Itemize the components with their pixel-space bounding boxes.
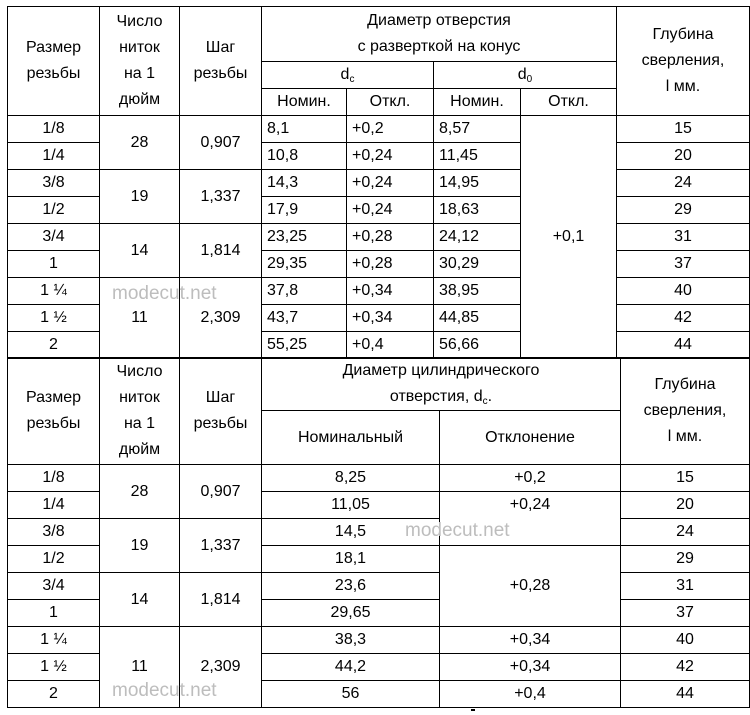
cell-nominal: 38,3 [262, 627, 440, 654]
table-row [8, 224, 750, 251]
cell-depth: 24 [617, 170, 750, 197]
cell-size: 1 ½ [8, 654, 100, 681]
header-drilling-depth: Глубина сверления, l мм. [617, 7, 750, 116]
cell-nominal: 8,25 [262, 465, 440, 492]
cell-d0-nominal: 38,95 [434, 278, 521, 305]
cell-dc-nominal: 8,1 [262, 116, 347, 143]
cylindrical-hole-table [7, 357, 750, 708]
cell-threads: 14 [100, 573, 180, 627]
header-dc: $d_c$ [262, 62, 434, 89]
cell-size: 1 [8, 600, 100, 627]
cell-depth: 24 [621, 519, 750, 546]
cell-depth: 40 [617, 278, 750, 305]
header-thread-size: Размер резьбы [8, 7, 100, 116]
cell-threads: 14 [100, 224, 180, 278]
header-nominal: Номинальный [262, 411, 440, 465]
cell-dc-deviation: +0,4 [347, 332, 434, 359]
cell-dc-deviation: +0,34 [347, 278, 434, 305]
cell-size: 1/2 [8, 546, 100, 573]
cell-dc-nominal: 43,7 [262, 305, 347, 332]
cell-depth: 29 [617, 197, 750, 224]
cell-pitch: 1,337 [180, 519, 262, 573]
cell-depth: 44 [617, 332, 750, 359]
cell-d0-nominal: 30,29 [434, 251, 521, 278]
cell-deviation: +0,2 [440, 465, 621, 492]
cell-depth: 15 [621, 465, 750, 492]
cell-depth: 40 [621, 627, 750, 654]
cell-depth: 42 [621, 654, 750, 681]
cell-size: 1/8 [8, 465, 100, 492]
cell-threads: 11 [100, 278, 180, 359]
table-row [8, 465, 750, 492]
cell-pitch: 0,907 [180, 116, 262, 170]
table-row [8, 278, 750, 305]
table-row [8, 627, 750, 654]
cell-nominal: 29,65 [262, 600, 440, 627]
cell-pitch: 1,337 [180, 170, 262, 224]
header-d0: $d_0$ [434, 62, 617, 89]
cell-d0-nominal: 18,63 [434, 197, 521, 224]
cell-size: 1 ¼ [8, 627, 100, 654]
cell-dc-deviation: +0,28 [347, 224, 434, 251]
cell-d0-nominal: 8,57 [434, 116, 521, 143]
table-row [8, 116, 750, 143]
cell-dc-deviation: +0,24 [347, 170, 434, 197]
cell-threads: 28 [100, 116, 180, 170]
cell-dc-deviation: +0,24 [347, 197, 434, 224]
watermark: modecut.net [405, 520, 510, 541]
cell-dc-nominal: 10,8 [262, 143, 347, 170]
cell-threads: 19 [100, 519, 180, 573]
tapered-hole-table [7, 6, 750, 359]
header-d0-deviation: Откл. [521, 89, 617, 116]
header-deviation: Отклонение [440, 411, 621, 465]
cell-depth: 31 [621, 573, 750, 600]
cell-depth: 31 [617, 224, 750, 251]
cell-size: 1/8 [8, 116, 100, 143]
table-row [8, 170, 750, 197]
cell-size: 3/8 [8, 519, 100, 546]
cell-size: 3/8 [8, 170, 100, 197]
cell-pitch: 1,814 [180, 573, 262, 627]
cell-threads: 11 [100, 627, 180, 708]
cell-depth: 20 [621, 492, 750, 519]
cell-deviation: +0,4 [440, 681, 621, 708]
cell-size: 1/2 [8, 197, 100, 224]
cell-depth: 44 [621, 681, 750, 708]
cell-depth: 20 [617, 143, 750, 170]
watermark: modecut.net [112, 680, 217, 701]
cell-dc-nominal: 14,3 [262, 170, 347, 197]
cell-nominal: 23,6 [262, 573, 440, 600]
cell-deviation: +0,24 [440, 492, 621, 546]
cell-dc-nominal: 23,25 [262, 224, 347, 251]
header-dc-deviation: Откл. [347, 89, 434, 116]
cell-nominal: 14,5 [262, 519, 440, 546]
cell-size: 2 [8, 332, 100, 359]
cell-size: 1/4 [8, 143, 100, 170]
cell-nominal: 56 [262, 681, 440, 708]
cell-deviation: +0,34 [440, 627, 621, 654]
cell-dc-deviation: +0,34 [347, 305, 434, 332]
watermark: modecut.net [112, 283, 217, 304]
cell-dc-nominal: 17,9 [262, 197, 347, 224]
header-d0-nominal: Номин. [434, 89, 521, 116]
cell-pitch: 2,309 [180, 627, 262, 708]
cell-d0-nominal: 11,45 [434, 143, 521, 170]
cell-nominal: 11,05 [262, 492, 440, 519]
header-drilling-depth: Глубина сверления, l мм. [621, 358, 750, 465]
cell-dc-nominal: 55,25 [262, 332, 347, 359]
header-thread-pitch: Шаг резьбы [180, 358, 262, 465]
header-thread-pitch: Шаг резьбы [180, 7, 262, 116]
cell-deviation: +0,34 [440, 654, 621, 681]
table-row [8, 573, 750, 600]
cell-threads: 28 [100, 465, 180, 519]
table-row [8, 519, 750, 546]
cell-depth: 15 [617, 116, 750, 143]
cell-size: 1 ½ [8, 305, 100, 332]
header-threads-per-inch: Число ниток на 1 дюйм [100, 7, 180, 116]
cell-dc-deviation: +0,24 [347, 143, 434, 170]
cell-pitch: 1,814 [180, 224, 262, 278]
cell-size: 3/4 [8, 224, 100, 251]
header-threads-per-inch: Число ниток на 1 дюйм [100, 358, 180, 465]
cell-size: 3/4 [8, 573, 100, 600]
cell-pitch: 0,907 [180, 465, 262, 519]
page-mark [471, 709, 475, 711]
cell-d0-nominal: 24,12 [434, 224, 521, 251]
cell-deviation: +0,28 [440, 546, 621, 627]
cell-size: 1/4 [8, 492, 100, 519]
cell-d0-nominal: 44,85 [434, 305, 521, 332]
cell-pitch: 2,309 [180, 278, 262, 359]
cell-size: 1 [8, 251, 100, 278]
cell-dc-deviation: +0,2 [347, 116, 434, 143]
cell-depth: 37 [621, 600, 750, 627]
cell-d0-nominal: 14,95 [434, 170, 521, 197]
cell-size: 1 ¼ [8, 278, 100, 305]
header-thread-size: Размер резьбы [8, 358, 100, 465]
cell-dc-nominal: 37,8 [262, 278, 347, 305]
cell-depth: 37 [617, 251, 750, 278]
cell-d0-deviation: +0,1 [521, 116, 617, 359]
cell-nominal: 18,1 [262, 546, 440, 573]
cell-d0-nominal: 56,66 [434, 332, 521, 359]
cell-size: 2 [8, 681, 100, 708]
header-dc-nominal: Номин. [262, 89, 347, 116]
header-cylindrical-diameter: Диаметр цилиндрического отверстия, $d_c$. [262, 358, 621, 411]
header-hole-diameter: Диаметр отверстия с разверткой на конус [262, 7, 617, 62]
cell-threads: 19 [100, 170, 180, 224]
cell-nominal: 44,2 [262, 654, 440, 681]
cell-depth: 29 [621, 546, 750, 573]
cell-dc-deviation: +0,28 [347, 251, 434, 278]
cell-depth: 42 [617, 305, 750, 332]
cell-dc-nominal: 29,35 [262, 251, 347, 278]
